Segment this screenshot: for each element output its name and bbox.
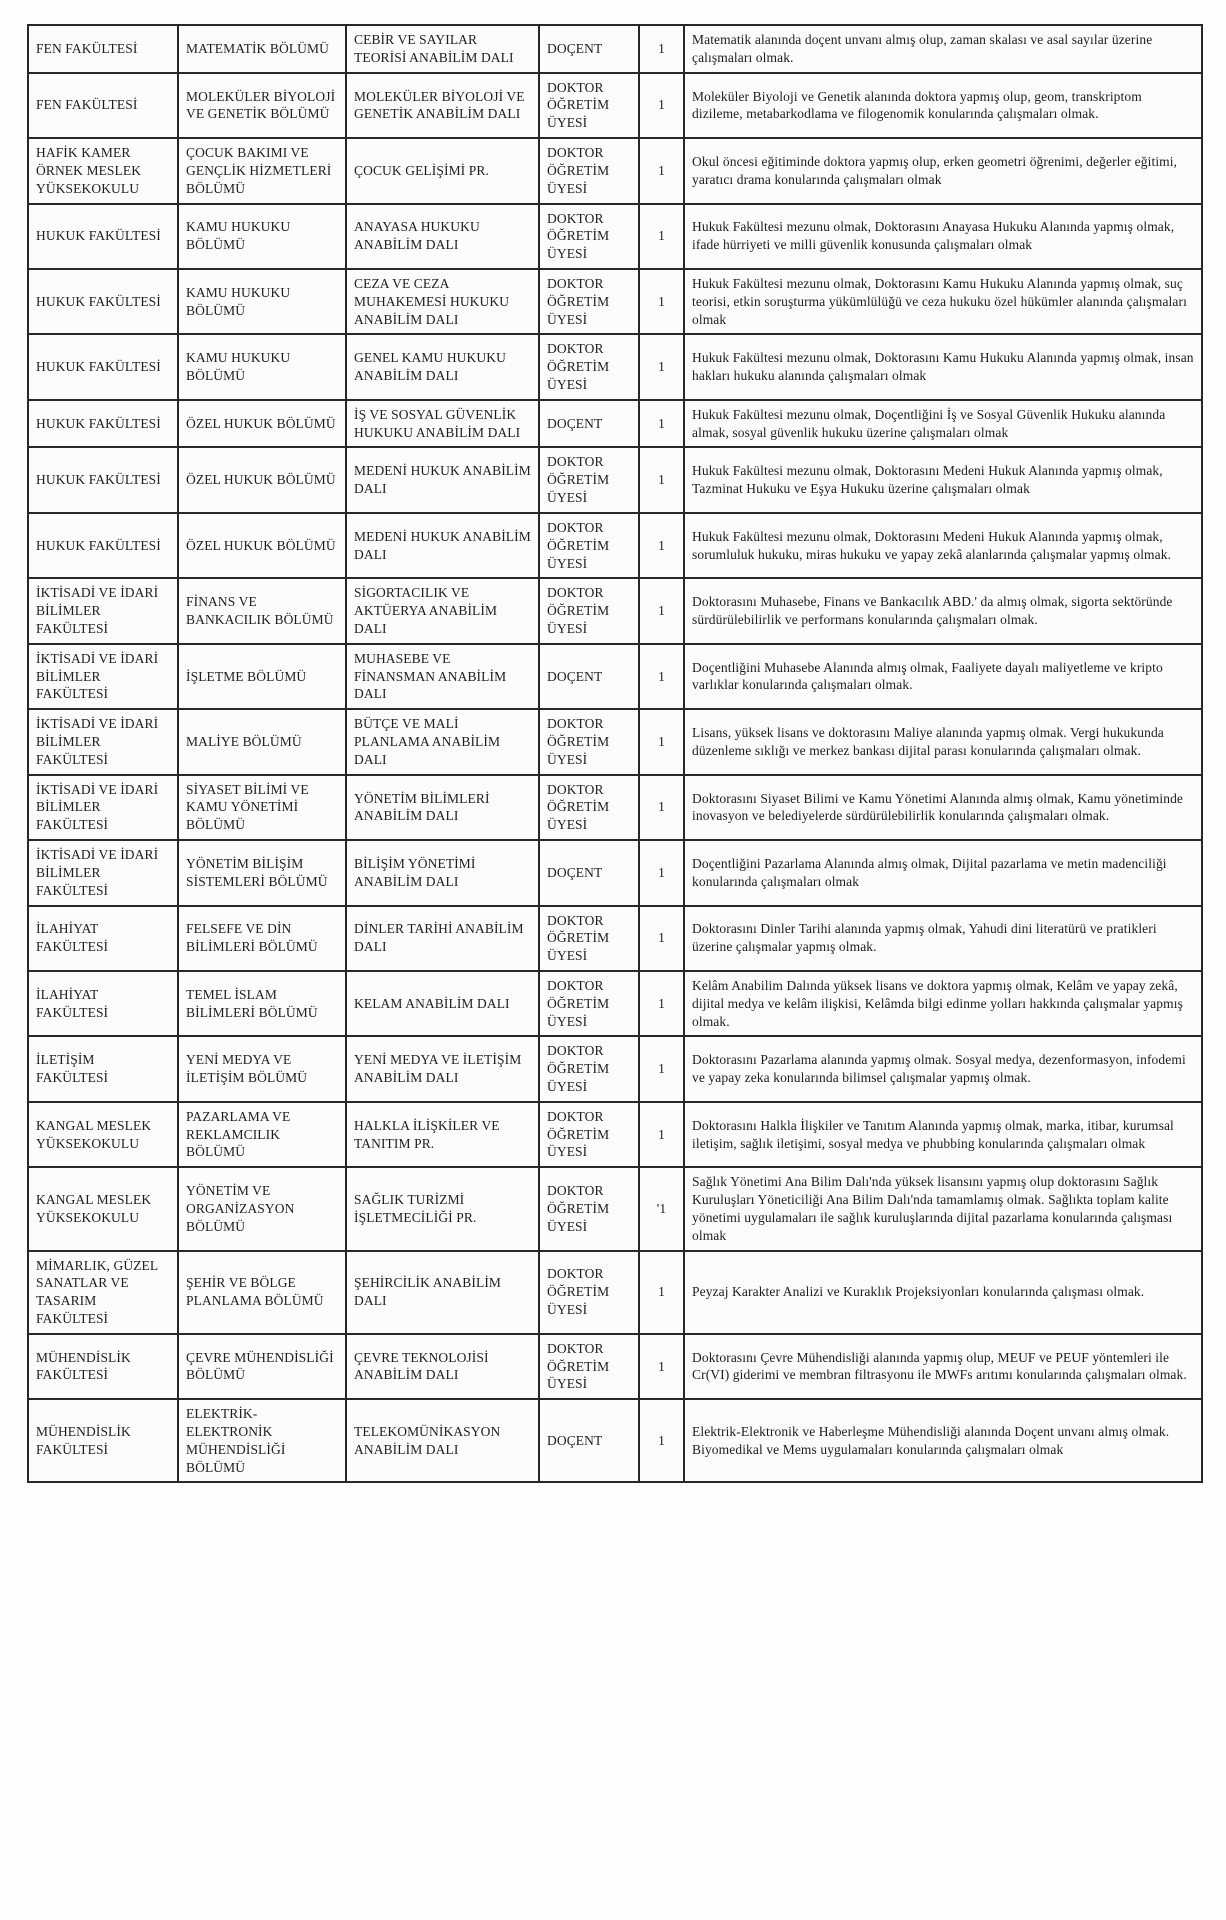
department-cell: ÖZEL HUKUK BÖLÜMÜ — [178, 513, 346, 578]
faculty-cell: KANGAL MESLEK YÜKSEKOKULU — [28, 1102, 178, 1167]
table-row — [28, 447, 1202, 512]
department-cell: TEMEL İSLAM BİLİMLERİ BÖLÜMÜ — [178, 971, 346, 1036]
faculty-cell: İKTİSADİ VE İDARİ BİLİMLER FAKÜLTESİ — [28, 644, 178, 709]
description-cell: Kelâm Anabilim Dalında yüksek lisans ve doktora yapmış olmak, Kelâm ve yapay zekâ, dijital medya ve kelâm ilişkisi, Kelâmda bilgi edinme yolları hakkında çalışmalar yapmış olmak. — [684, 971, 1202, 1036]
table-row — [28, 644, 1202, 709]
faculty-cell: HUKUK FAKÜLTESİ — [28, 513, 178, 578]
department-cell: ÇEVRE MÜHENDİSLİĞİ BÖLÜMÜ — [178, 1334, 346, 1399]
table-row — [28, 971, 1202, 1036]
program-cell: MEDENİ HUKUK ANABİLİM DALI — [346, 513, 539, 578]
count-cell: 1 — [639, 400, 684, 448]
department-cell: PAZARLAMA VE REKLAMCILIK BÖLÜMÜ — [178, 1102, 346, 1167]
title-cell: DOKTOR ÖĞRETİM ÜYESİ — [539, 775, 639, 840]
program-cell: CEBİR VE SAYILAR TEORİSİ ANABİLİM DALI — [346, 25, 539, 73]
count-cell: 1 — [639, 25, 684, 73]
department-cell: FİNANS VE BANKACILIK BÖLÜMÜ — [178, 578, 346, 643]
department-cell: ELEKTRİK- ELEKTRONİK MÜHENDİSLİĞİ BÖLÜMÜ — [178, 1399, 346, 1482]
department-cell: KAMU HUKUKU BÖLÜMÜ — [178, 334, 346, 399]
count-cell: 1 — [639, 906, 684, 971]
faculty-cell: KANGAL MESLEK YÜKSEKOKULU — [28, 1167, 178, 1250]
program-cell: BÜTÇE VE MALİ PLANLAMA ANABİLİM DALI — [346, 709, 539, 774]
faculty-cell: İLETİŞİM FAKÜLTESİ — [28, 1036, 178, 1101]
count-cell: 1 — [639, 1036, 684, 1101]
table-row — [28, 1399, 1202, 1482]
department-cell: YENİ MEDYA VE İLETİŞİM BÖLÜMÜ — [178, 1036, 346, 1101]
faculty-cell: İKTİSADİ VE İDARİ BİLİMLER FAKÜLTESİ — [28, 840, 178, 905]
faculty-cell: FEN FAKÜLTESİ — [28, 25, 178, 73]
title-cell: DOKTOR ÖĞRETİM ÜYESİ — [539, 971, 639, 1036]
description-cell: Okul öncesi eğitiminde doktora yapmış olup, erken geometri öğrenimi, değerler eğitimi, yaratıcı drama konularında çalışmaları olmak — [684, 138, 1202, 203]
count-cell: 1 — [639, 1399, 684, 1482]
faculty-cell: HUKUK FAKÜLTESİ — [28, 334, 178, 399]
program-cell: MUHASEBE VE FİNANSMAN ANABİLİM DALI — [346, 644, 539, 709]
program-cell: YENİ MEDYA VE İLETİŞİM ANABİLİM DALI — [346, 1036, 539, 1101]
table-row — [28, 1036, 1202, 1101]
faculty-cell: FEN FAKÜLTESİ — [28, 73, 178, 138]
title-cell: DOKTOR ÖĞRETİM ÜYESİ — [539, 906, 639, 971]
title-cell: DOÇENT — [539, 400, 639, 448]
count-cell: 1 — [639, 775, 684, 840]
faculty-cell: HUKUK FAKÜLTESİ — [28, 269, 178, 334]
program-cell: KELAM ANABİLİM DALI — [346, 971, 539, 1036]
program-cell: DİNLER TARİHİ ANABİLİM DALI — [346, 906, 539, 971]
program-cell: ANAYASA HUKUKU ANABİLİM DALI — [346, 204, 539, 269]
title-cell: DOKTOR ÖĞRETİM ÜYESİ — [539, 73, 639, 138]
faculty-cell: MİMARLIK, GÜZEL SANATLAR VE TASARIM FAKÜLTESİ — [28, 1251, 178, 1334]
title-cell: DOKTOR ÖĞRETİM ÜYESİ — [539, 269, 639, 334]
description-cell: Sağlık Yönetimi Ana Bilim Dalı'nda yüksek lisansını yapmış olup doktorasını Sağlık Kuruluşları Yöneticiliği Ana Bilim Dalı'nda tamamlamış olmak. Sağlıkta toplam kalite yönetimi uygulamaları ile sağlık kuruluşlarında dijital pazarlama konularında çalışması olmak — [684, 1167, 1202, 1250]
count-cell: 1 — [639, 334, 684, 399]
faculty-cell: HAFİK KAMER ÖRNEK MESLEK YÜKSEKOKULU — [28, 138, 178, 203]
department-cell: SİYASET BİLİMİ VE KAMU YÖNETİMİ BÖLÜMÜ — [178, 775, 346, 840]
department-cell: ÇOCUK BAKIMI VE GENÇLİK HİZMETLERİ BÖLÜMÜ — [178, 138, 346, 203]
department-cell: MATEMATİK BÖLÜMÜ — [178, 25, 346, 73]
faculty-cell: HUKUK FAKÜLTESİ — [28, 204, 178, 269]
description-cell: Hukuk Fakültesi mezunu olmak, Doktorasını Kamu Hukuku Alanında yapmış olmak, suç teorisi, etkin soruşturma yükümlülüğü ve ceza hukuku özel hükümler alanında çalışmaları olmak — [684, 269, 1202, 334]
program-cell: ŞEHİRCİLİK ANABİLİM DALI — [346, 1251, 539, 1334]
description-cell: Doktorasını Dinler Tarihi alanında yapmış olmak, Yahudi dini literatürü ve pratikleri üzerine çalışmalar yapmış olmak. — [684, 906, 1202, 971]
table-row — [28, 138, 1202, 203]
description-cell: Elektrik-Elektronik ve Haberleşme Mühendisliği alanında Doçent unvanı almış olmak. Biyomedikal ve Mems uygulamaları konularında çalışmaları olmak — [684, 1399, 1202, 1482]
faculty-cell: İKTİSADİ VE İDARİ BİLİMLER FAKÜLTESİ — [28, 578, 178, 643]
title-cell: DOKTOR ÖĞRETİM ÜYESİ — [539, 1334, 639, 1399]
faculty-cell: İKTİSADİ VE İDARİ BİLİMLER FAKÜLTESİ — [28, 709, 178, 774]
count-cell: 1 — [639, 971, 684, 1036]
table-row — [28, 269, 1202, 334]
faculty-cell: İLAHİYAT FAKÜLTESİ — [28, 906, 178, 971]
description-cell: Doktorasını Halkla İlişkiler ve Tanıtım Alanında yapmış olmak, marka, itibar, kurumsal iletişim, sağlık iletişimi, sosyal medya ve phubbing konularında çalışmaları olmak — [684, 1102, 1202, 1167]
program-cell: TELEKOMÜNİKASYON ANABİLİM DALI — [346, 1399, 539, 1482]
count-cell: 1 — [639, 840, 684, 905]
title-cell: DOKTOR ÖĞRETİM ÜYESİ — [539, 1251, 639, 1334]
title-cell: DOKTOR ÖĞRETİM ÜYESİ — [539, 1167, 639, 1250]
description-cell: Doçentliğini Pazarlama Alanında almış olmak, Dijital pazarlama ve metin madenciliği konularında çalışmaları olmak — [684, 840, 1202, 905]
department-cell: ÖZEL HUKUK BÖLÜMÜ — [178, 447, 346, 512]
faculty-cell: MÜHENDİSLİK FAKÜLTESİ — [28, 1334, 178, 1399]
count-cell: 1 — [639, 73, 684, 138]
title-cell: DOKTOR ÖĞRETİM ÜYESİ — [539, 138, 639, 203]
description-cell: Peyzaj Karakter Analizi ve Kuraklık Projeksiyonları konularında çalışması olmak. — [684, 1251, 1202, 1334]
table-row — [28, 578, 1202, 643]
table-row — [28, 775, 1202, 840]
department-cell: YÖNETİM VE ORGANİZASYON BÖLÜMÜ — [178, 1167, 346, 1250]
table-row — [28, 1334, 1202, 1399]
description-cell: Doktorasını Çevre Mühendisliği alanında yapmış olup, MEUF ve PEUF yöntemleri ile Cr(VI) giderimi ve membran filtrasyonu ile MWFs arıtımı konularında çalışmaları olmak. — [684, 1334, 1202, 1399]
program-cell: BİLİŞİM YÖNETİMİ ANABİLİM DALI — [346, 840, 539, 905]
program-cell: MOLEKÜLER BİYOLOJİ VE GENETİK ANABİLİM DALI — [346, 73, 539, 138]
title-cell: DOÇENT — [539, 25, 639, 73]
department-cell: KAMU HUKUKU BÖLÜMÜ — [178, 269, 346, 334]
count-cell: 1 — [639, 1334, 684, 1399]
table-row — [28, 400, 1202, 448]
program-cell: SİGORTACILIK VE AKTÜERYA ANABİLİM DALI — [346, 578, 539, 643]
count-cell: 1 — [639, 269, 684, 334]
description-cell: Hukuk Fakültesi mezunu olmak, Doktorasını Medeni Hukuk Alanında yapmış olmak, Tazminat Hukuku ve Eşya Hukuku üzerine çalışmaları olmak — [684, 447, 1202, 512]
table-row — [28, 709, 1202, 774]
table-row — [28, 25, 1202, 73]
department-cell: ŞEHİR VE BÖLGE PLANLAMA BÖLÜMÜ — [178, 1251, 346, 1334]
faculty-cell: MÜHENDİSLİK FAKÜLTESİ — [28, 1399, 178, 1482]
title-cell: DOKTOR ÖĞRETİM ÜYESİ — [539, 204, 639, 269]
program-cell: HALKLA İLİŞKİLER VE TANITIM PR. — [346, 1102, 539, 1167]
title-cell: DOKTOR ÖĞRETİM ÜYESİ — [539, 1102, 639, 1167]
count-cell: '1 — [639, 1167, 684, 1250]
count-cell: 1 — [639, 644, 684, 709]
program-cell: ÇOCUK GELİŞİMİ PR. — [346, 138, 539, 203]
count-cell: 1 — [639, 1102, 684, 1167]
description-cell: Doktorasını Pazarlama alanında yapmış olmak. Sosyal medya, dezenformasyon, infodemi ve yapay zeka konularında bilimsel çalışmalar yapmış olmak. — [684, 1036, 1202, 1101]
count-cell: 1 — [639, 1251, 684, 1334]
department-cell: FELSEFE VE DİN BİLİMLERİ BÖLÜMÜ — [178, 906, 346, 971]
faculty-cell: HUKUK FAKÜLTESİ — [28, 400, 178, 448]
title-cell: DOKTOR ÖĞRETİM ÜYESİ — [539, 578, 639, 643]
table-body — [28, 25, 1202, 1482]
count-cell: 1 — [639, 447, 684, 512]
description-cell: Matematik alanında doçent unvanı almış olup, zaman skalası ve asal sayılar üzerine çalışmaları olmak. — [684, 25, 1202, 73]
description-cell: Doçentliğini Muhasebe Alanında almış olmak, Faaliyete dayalı maliyetleme ve kripto varlıklar konularında çalışmaları olmak. — [684, 644, 1202, 709]
description-cell: Moleküler Biyoloji ve Genetik alanında doktora yapmış olup, geom, transkriptom dizileme, metabarkodlama ve filogenomik konularında çalışmaları olmak. — [684, 73, 1202, 138]
department-cell: YÖNETİM BİLİŞİM SİSTEMLERİ BÖLÜMÜ — [178, 840, 346, 905]
count-cell: 1 — [639, 138, 684, 203]
table-row — [28, 840, 1202, 905]
faculty-cell: İLAHİYAT FAKÜLTESİ — [28, 971, 178, 1036]
table-row — [28, 1102, 1202, 1167]
faculty-cell: İKTİSADİ VE İDARİ BİLİMLER FAKÜLTESİ — [28, 775, 178, 840]
title-cell: DOKTOR ÖĞRETİM ÜYESİ — [539, 334, 639, 399]
department-cell: İŞLETME BÖLÜMÜ — [178, 644, 346, 709]
job-postings-table — [27, 24, 1203, 1483]
count-cell: 1 — [639, 709, 684, 774]
table-row — [28, 334, 1202, 399]
description-cell: Hukuk Fakültesi mezunu olmak, Doçentliğini İş ve Sosyal Güvenlik Hukuku alanında almak, sosyal güvenlik hukuku üzerine çalışmaları olmak — [684, 400, 1202, 448]
description-cell: Hukuk Fakültesi mezunu olmak, Doktorasını Anayasa Hukuku Alanında yapmış olmak, ifade hürriyeti ve milli güvenlik konusunda çalışmaları olmak — [684, 204, 1202, 269]
table-row — [28, 906, 1202, 971]
program-cell: MEDENİ HUKUK ANABİLİM DALI — [346, 447, 539, 512]
table-row — [28, 1251, 1202, 1334]
description-cell: Doktorasını Muhasebe, Finans ve Bankacılık ABD.' da almış olmak, sigorta sektöründe sürdürülebilirlik ve performans konularında çalışmaları olmak. — [684, 578, 1202, 643]
department-cell: MOLEKÜLER BİYOLOJİ VE GENETİK BÖLÜMÜ — [178, 73, 346, 138]
count-cell: 1 — [639, 513, 684, 578]
count-cell: 1 — [639, 578, 684, 643]
description-cell: Hukuk Fakültesi mezunu olmak, Doktorasını Medeni Hukuk Alanında yapmış olmak, sorumluluk hukuku, miras hukuku ve yapay zekâ alanlarında çalışmalar yapmış olmak. — [684, 513, 1202, 578]
title-cell: DOKTOR ÖĞRETİM ÜYESİ — [539, 709, 639, 774]
department-cell: MALİYE BÖLÜMÜ — [178, 709, 346, 774]
program-cell: GENEL KAMU HUKUKU ANABİLİM DALI — [346, 334, 539, 399]
table-row — [28, 204, 1202, 269]
table-row — [28, 513, 1202, 578]
title-cell: DOKTOR ÖĞRETİM ÜYESİ — [539, 1036, 639, 1101]
program-cell: SAĞLIK TURİZMİ İŞLETMECİLİĞİ PR. — [346, 1167, 539, 1250]
faculty-cell: HUKUK FAKÜLTESİ — [28, 447, 178, 512]
count-cell: 1 — [639, 204, 684, 269]
description-cell: Lisans, yüksek lisans ve doktorasını Maliye alanında yapmış olmak. Vergi hukukunda düzenleme sıklığı ve merkez bankası dijital parası konularında çalışmaları olmak. — [684, 709, 1202, 774]
table-row — [28, 73, 1202, 138]
description-cell: Doktorasını Siyaset Bilimi ve Kamu Yönetimi Alanında almış olmak, Kamu yönetiminde inovasyon ve belediyelerde sürdürülebilirlik konularında çalışmaları olmak. — [684, 775, 1202, 840]
title-cell: DOKTOR ÖĞRETİM ÜYESİ — [539, 513, 639, 578]
department-cell: ÖZEL HUKUK BÖLÜMÜ — [178, 400, 346, 448]
department-cell: KAMU HUKUKU BÖLÜMÜ — [178, 204, 346, 269]
program-cell: ÇEVRE TEKNOLOJİSİ ANABİLİM DALI — [346, 1334, 539, 1399]
program-cell: YÖNETİM BİLİMLERİ ANABİLİM DALI — [346, 775, 539, 840]
title-cell: DOÇENT — [539, 644, 639, 709]
description-cell: Hukuk Fakültesi mezunu olmak, Doktorasını Kamu Hukuku Alanında yapmış olmak, insan hakları hukuku alanında çalışmaları olmak — [684, 334, 1202, 399]
table-row — [28, 1167, 1202, 1250]
program-cell: CEZA VE CEZA MUHAKEMESİ HUKUKU ANABİLİM DALI — [346, 269, 539, 334]
title-cell: DOÇENT — [539, 1399, 639, 1482]
title-cell: DOKTOR ÖĞRETİM ÜYESİ — [539, 447, 639, 512]
program-cell: İŞ VE SOSYAL GÜVENLİK HUKUKU ANABİLİM DALI — [346, 400, 539, 448]
title-cell: DOÇENT — [539, 840, 639, 905]
